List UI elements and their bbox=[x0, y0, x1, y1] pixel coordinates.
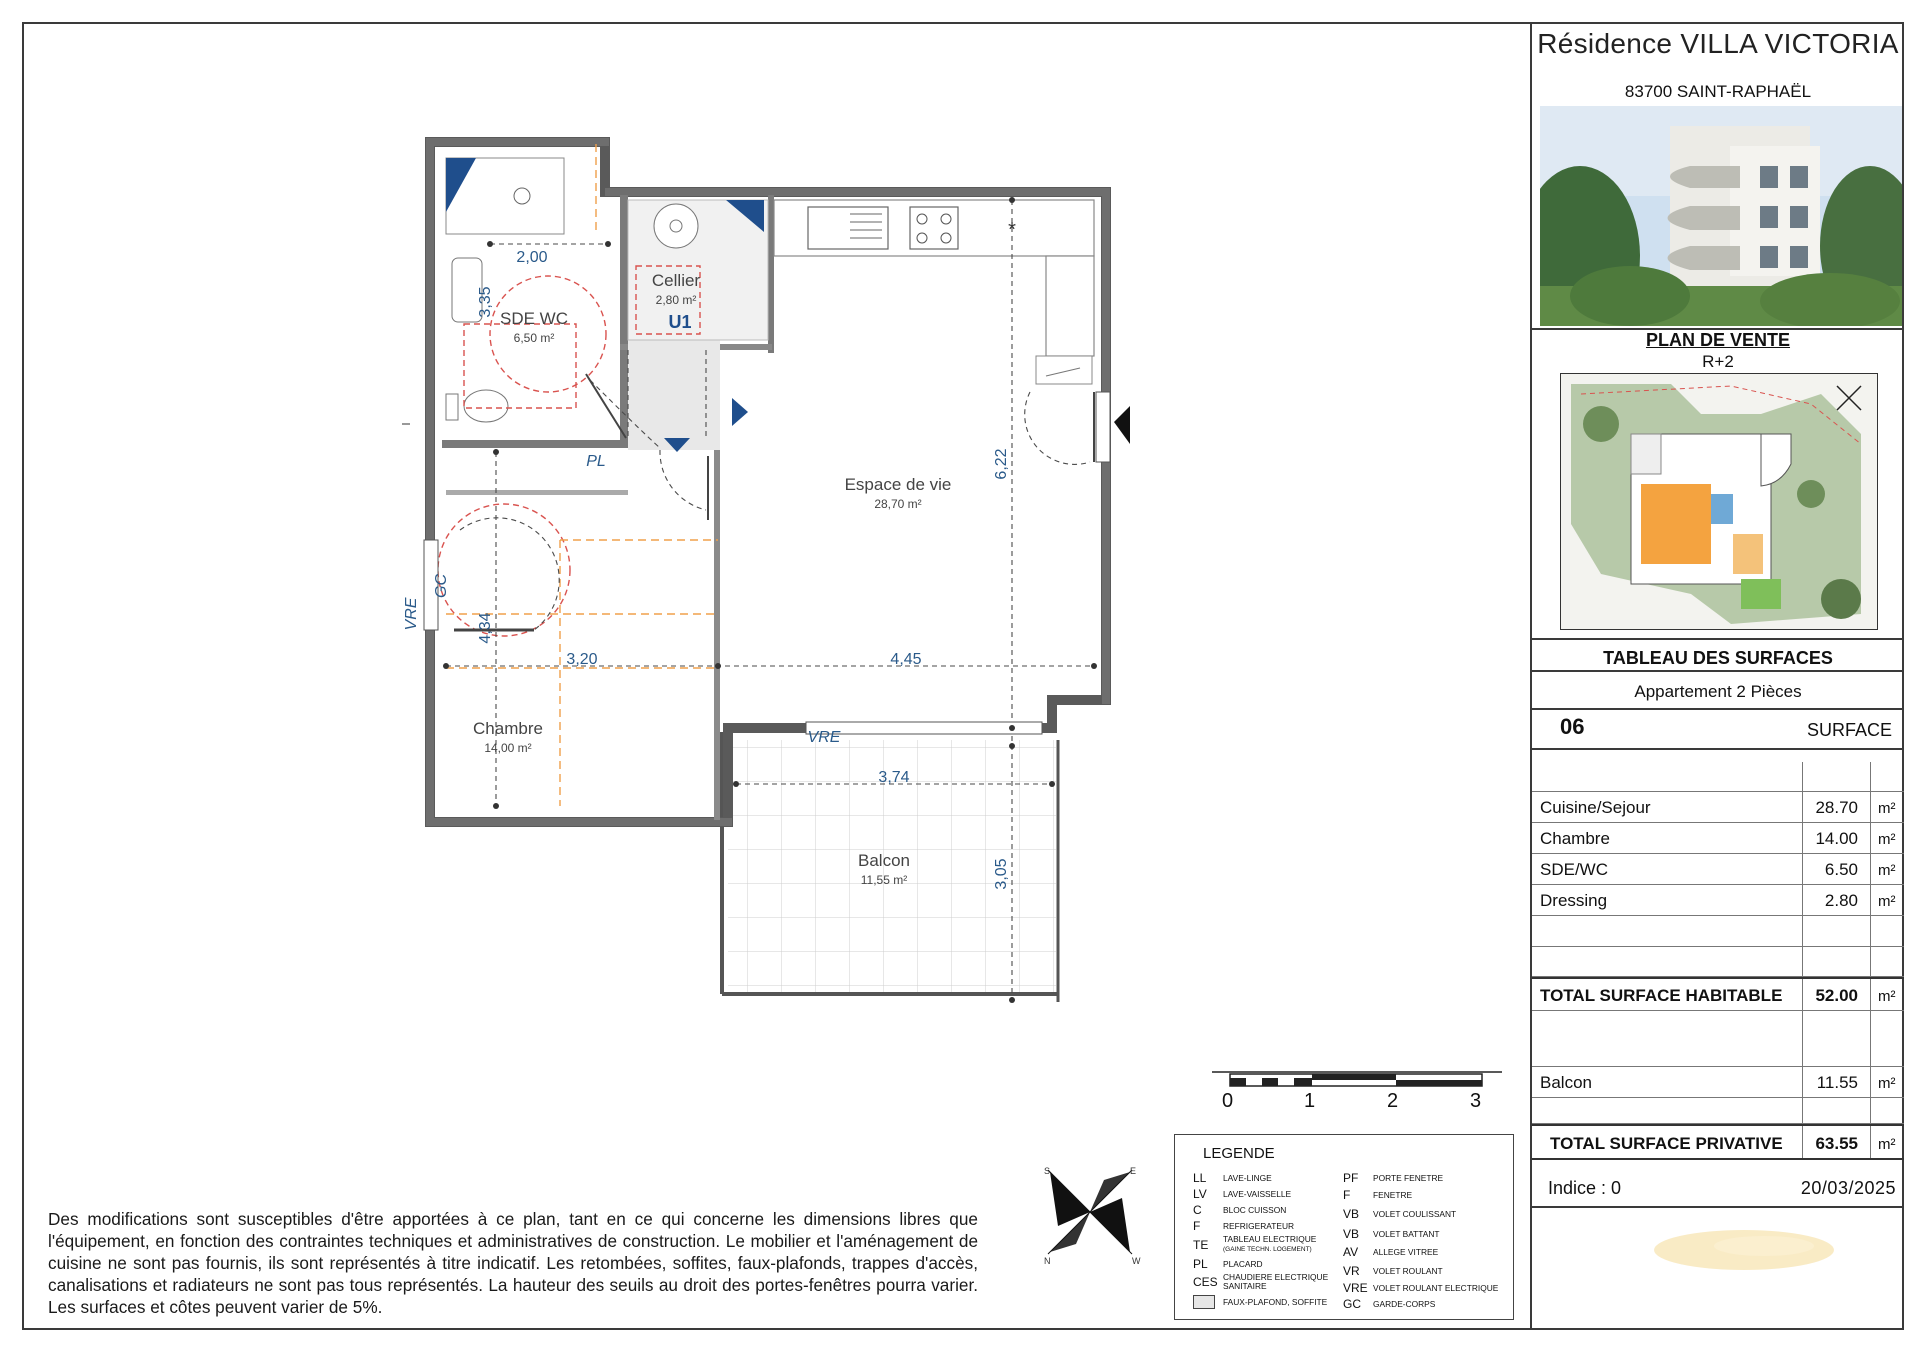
total-habitable-value: 52.00 bbox=[1815, 986, 1858, 1005]
legend-abbr: F bbox=[1193, 1219, 1201, 1233]
room-balcon-area: 11,55 m² bbox=[860, 873, 908, 887]
apartment-type: Appartement 2 Pièces bbox=[1634, 682, 1802, 701]
scale-label-0: 0 bbox=[1222, 1090, 1234, 1112]
table-row bbox=[1532, 792, 1904, 823]
balcon-row bbox=[1532, 1067, 1904, 1098]
legend-subtext: (GAINE TECHN. LOGEMENT) bbox=[1223, 1246, 1312, 1253]
balcon-unit: m² bbox=[1878, 1075, 1896, 1092]
total-habitable-row bbox=[1532, 977, 1904, 1011]
legend-abbr: LL bbox=[1193, 1171, 1207, 1185]
row-value: 14.00 bbox=[1815, 829, 1858, 848]
plan-title: PLAN DE VENTE bbox=[1645, 330, 1791, 350]
legend-subtext: SANITAIRE bbox=[1223, 1281, 1267, 1291]
compass-letter: W bbox=[1132, 1256, 1141, 1266]
balcon-value: 11.55 bbox=[1816, 1073, 1858, 1092]
compass-rose-icon bbox=[1030, 1152, 1150, 1272]
label-vre-left: VRE bbox=[403, 597, 420, 631]
total-privative-value: 63.55 bbox=[1815, 1134, 1858, 1153]
dim-living-width: 4,45 bbox=[890, 651, 922, 668]
divider bbox=[1532, 670, 1904, 672]
row-unit: m² bbox=[1878, 862, 1896, 879]
legend-abbr: CES bbox=[1193, 1275, 1218, 1289]
room-cellier-area: 2,80 m² bbox=[655, 293, 697, 307]
table-row bbox=[1532, 1098, 1904, 1124]
building-render-image bbox=[1540, 106, 1902, 326]
legend-text: FENETRE bbox=[1373, 1189, 1413, 1200]
label-placard: PL bbox=[586, 453, 606, 470]
indice: Indice : 0 bbox=[1548, 1178, 1622, 1198]
residence-title: Résidence VILLA VICTORIA bbox=[1537, 28, 1899, 59]
legend-text: BLOC CUISSON bbox=[1223, 1204, 1287, 1215]
legend-text: VOLET COULISSANT bbox=[1373, 1208, 1457, 1219]
legend-text: TABLEAU ELECTRIQUE bbox=[1223, 1234, 1317, 1244]
stamp-image bbox=[1534, 1210, 1902, 1328]
table-row bbox=[1532, 854, 1904, 885]
divider bbox=[1532, 748, 1904, 750]
row-label: SDE/WC bbox=[1540, 860, 1608, 879]
room-sde-name: SDE WC bbox=[500, 309, 568, 328]
scale-label-3: 3 bbox=[1470, 1090, 1482, 1112]
legend-abbr: TE bbox=[1193, 1237, 1209, 1252]
total-habitable-unit: m² bbox=[1878, 988, 1896, 1005]
row-label: Dressing bbox=[1540, 891, 1608, 910]
table-row bbox=[1532, 823, 1904, 854]
legend-abbr: PF bbox=[1343, 1171, 1359, 1185]
divider bbox=[1532, 638, 1904, 640]
table-row bbox=[1532, 916, 1904, 947]
legend-text: VOLET BATTANT bbox=[1373, 1228, 1440, 1239]
legend-text: PLACARD bbox=[1223, 1258, 1263, 1269]
dim-balcon-height: 3,05 bbox=[993, 858, 1010, 890]
room-chambre-area: 14,00 m² bbox=[484, 741, 532, 755]
room-chambre-name: Chambre bbox=[473, 719, 543, 738]
room-balcon-name: Balcon bbox=[858, 851, 910, 870]
legend-abbr: VB bbox=[1343, 1227, 1360, 1241]
legend-abbr: C bbox=[1193, 1203, 1202, 1217]
room-living-name: Espace de vie bbox=[844, 475, 952, 494]
sink bbox=[808, 207, 888, 249]
legend-abbr: LV bbox=[1193, 1187, 1207, 1201]
dim-sde-height: 3,35 bbox=[477, 286, 494, 318]
legend-text: GARDE-CORPS bbox=[1373, 1298, 1436, 1309]
disclaimer-text: Des modifications sont susceptibles d'être apportées à ce plan, tant en ce qui concerne les dimensions libres que l'équipement, en fonction des contraintes techniques et administratives de construction. Le mobilier et l'aménagement de cuisine ne sont pas fournis, ils sont représentés à titre indicatif. Les retombées, soffites, faux-plafonds, trappes d'accès, canalisations et radiateurs ne sont pas tous représentés. La hauteur des seuils au droit des portes-fenêtres pourra varier. Les surfaces et côtes peuvent varier de 5%. bbox=[48, 1209, 978, 1317]
scale-label-2: 2 bbox=[1387, 1090, 1399, 1112]
legend-text: LAVE-LINGE bbox=[1223, 1172, 1272, 1183]
room-living-area: 28,70 m² bbox=[874, 497, 922, 511]
total-habitable-label: TOTAL SURFACE HABITABLE bbox=[1540, 986, 1783, 1005]
total-privative-unit: m² bbox=[1878, 1136, 1896, 1153]
row-unit: m² bbox=[1878, 893, 1896, 910]
legend-text: VOLET ROULANT ELECTRIQUE bbox=[1373, 1282, 1499, 1293]
dim-living-height: 6,22 bbox=[993, 448, 1010, 480]
row-label: Chambre bbox=[1540, 829, 1610, 848]
legend-abbr: PL bbox=[1193, 1257, 1208, 1271]
legend-text: VOLET ROULANT bbox=[1373, 1265, 1443, 1276]
legend-text: CHAUDIERE ELECTRIQUE bbox=[1223, 1272, 1329, 1282]
legend-abbr: VR bbox=[1343, 1264, 1360, 1278]
row-label: Cuisine/Sejour bbox=[1540, 798, 1651, 817]
row-unit: m² bbox=[1878, 800, 1896, 817]
surface-column-header: SURFACE bbox=[1806, 720, 1892, 740]
legend-abbr: VRE bbox=[1343, 1281, 1368, 1295]
table-row bbox=[1532, 762, 1904, 792]
divider bbox=[1532, 708, 1904, 710]
legend-text: PORTE FENETRE bbox=[1373, 1172, 1444, 1183]
u1-label: U1 bbox=[668, 312, 692, 332]
table-row bbox=[1532, 885, 1904, 916]
legend-text: FAUX-PLAFOND, SOFFITE bbox=[1223, 1296, 1328, 1307]
legend-text: LAVE-VAISSELLE bbox=[1223, 1188, 1292, 1199]
legend-title: LEGENDE bbox=[1203, 1145, 1275, 1162]
surfaces-title: TABLEAU DES SURFACES bbox=[1603, 648, 1833, 668]
hob bbox=[910, 207, 958, 249]
dim-sde-width: 2,00 bbox=[516, 249, 548, 266]
plan-level: R+2 bbox=[1702, 352, 1734, 371]
legend-abbr: GC bbox=[1343, 1297, 1361, 1311]
divider bbox=[1532, 1206, 1904, 1208]
scale-label-1: 1 bbox=[1304, 1090, 1316, 1112]
legend-abbr: F bbox=[1343, 1188, 1351, 1202]
site-plan-image bbox=[1560, 373, 1878, 630]
total-privative-label: TOTAL SURFACE PRIVATIVE bbox=[1550, 1134, 1783, 1153]
dim-chambre-height: 4,34 bbox=[477, 612, 494, 644]
dim-chambre-width: 3,20 bbox=[566, 651, 598, 668]
scale-bar bbox=[1212, 1068, 1502, 1128]
legend-abbr: VB bbox=[1343, 1207, 1360, 1221]
compass-letter: S bbox=[1044, 1166, 1051, 1176]
table-row bbox=[1532, 947, 1904, 977]
legend-box bbox=[1174, 1134, 1514, 1320]
date: 20/03/2025 bbox=[1800, 1178, 1896, 1198]
legend-text: REFRIGERATEUR bbox=[1223, 1220, 1295, 1231]
legend-text: ALLEGE VITREE bbox=[1373, 1246, 1439, 1257]
label-gc: GC bbox=[433, 574, 450, 598]
compass-letter: N bbox=[1044, 1256, 1051, 1266]
total-privative-row bbox=[1532, 1124, 1904, 1160]
lot-number: 06 bbox=[1560, 714, 1585, 739]
room-sde-area: 6,50 m² bbox=[513, 331, 555, 345]
row-value: 6.50 bbox=[1824, 860, 1858, 879]
row-value: 28.70 bbox=[1815, 798, 1858, 817]
faux-plafond-swatch bbox=[1193, 1295, 1215, 1309]
label-vre-balcon: VRE bbox=[807, 729, 841, 746]
svg-text:*: * bbox=[1008, 219, 1016, 241]
dim-balcon-width: 3,74 bbox=[878, 769, 910, 786]
surfaces-table bbox=[1532, 762, 1904, 1160]
compass-letter: E bbox=[1130, 1166, 1137, 1176]
row-value: 2.80 bbox=[1824, 891, 1858, 910]
toilet bbox=[464, 390, 508, 422]
room-cellier-name: Cellier bbox=[651, 271, 701, 290]
residence-city: 83700 SAINT-RAPHAËL bbox=[1624, 82, 1812, 101]
balcon-label: Balcon bbox=[1540, 1073, 1592, 1092]
legend-abbr: AV bbox=[1343, 1245, 1359, 1259]
row-unit: m² bbox=[1878, 831, 1896, 848]
table-row bbox=[1532, 1011, 1904, 1067]
